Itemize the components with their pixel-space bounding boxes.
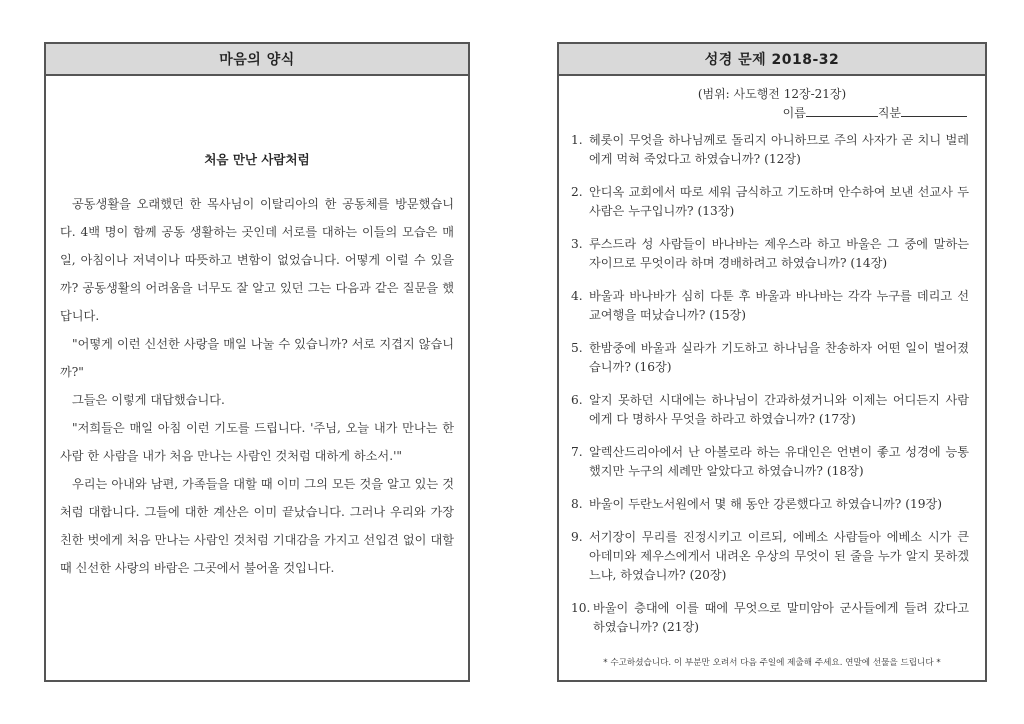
question-item (571, 599, 969, 637)
question-text: 바울이 두란노서원에서 몇 해 동안 강론했다고 하였습니까? (19장) (589, 497, 942, 511)
question-item (571, 287, 969, 325)
story-body (46, 190, 468, 582)
question-item (571, 339, 969, 377)
question-item (571, 391, 969, 429)
question-number: 1. (571, 133, 583, 147)
question-number: 10. (571, 601, 591, 615)
story-paragraph: 그들은 이렇게 대답했습니다. (72, 393, 225, 407)
duty-blank[interactable] (901, 104, 967, 117)
question-item (571, 528, 969, 585)
question-item (571, 495, 969, 514)
story-paragraph: "저희들은 매일 아침 이런 기도를 드립니다. '주님, 오늘 내가 만나는 한 사람 한 사람을 내가 처음 만나는 사람인 것처럼 대하게 하소서.'" (60, 421, 454, 463)
question-item (571, 443, 969, 481)
question-text: 루스드라 성 사람들이 바나바는 제우스라 하고 바울은 그 중에 말하는 자이므로 무엇이라 하며 경배하려고 하였습니까? (14장) (589, 237, 969, 270)
question-text: 서기장이 무리를 진정시키고 이르되, 에베소 사람들아 에베소 시가 큰 아데미와 제우스에게서 내려온 우상의 무엇이 된 줄을 누가 알지 못하겠느냐, 하였습니까? (20장) (589, 530, 969, 582)
question-number: 6. (571, 393, 583, 407)
question-item (571, 183, 969, 221)
duty-label: 직분 (877, 106, 901, 120)
question-number: 8. (571, 497, 583, 511)
story-title: 처음 만난 사람처럼 (204, 152, 310, 167)
question-number: 9. (571, 530, 583, 544)
name-label: 이름 (782, 106, 806, 120)
name-blank[interactable] (806, 104, 878, 117)
quiz-range: (범위: 사도행전 12장-21장) (697, 87, 847, 101)
question-item (571, 235, 969, 273)
question-text: 바울과 바나바가 심히 다툰 후 바울과 바나바는 각각 누구를 데리고 선교여행을 떠났습니까? (15장) (589, 289, 969, 322)
story-paragraph: 우리는 아내와 남편, 가족들을 대할 때 이미 그의 모든 것을 알고 있는 것처럼 대합니다. 그들에 대한 계산은 이미 끝났습니다. 그러나 우리와 가장 친한 벗에게 처음 만나는 사람인 것처럼 기대감을 가지고 선입견 없이 대할 때 신선한 사랑의 바람은 그곳에서 불어올 것입니다. (60, 477, 454, 575)
story-paragraph: 공동생활을 오래했던 한 목사님이 이탈리아의 한 공동체를 방문했습니다. 4백 명이 함께 공동 생활하는 곳인데 서로를 대하는 이들의 모습은 매일, 아침이나 저녁이나 따뜻하고 변함이 없었습니다. 어떻게 이럴 수 있을까? 공동생활의 어려움을 너무도 잘 알고 있던 그는 다음과 같은 질문을 했답니다. (60, 197, 454, 323)
question-number: 2. (571, 185, 583, 199)
mind-food-panel (44, 42, 470, 682)
question-item (571, 131, 969, 169)
panel-title: 마음의 양식 (46, 44, 468, 76)
name-duty-line (559, 104, 985, 121)
question-text: 바울이 층대에 이를 때에 무엇으로 말미암아 군사들에게 들려 갔다고 하였습니까? (21장) (593, 601, 969, 634)
story-paragraph: "어떻게 이런 신선한 사랑을 매일 나눌 수 있습니까? 서로 지겹지 않습니까?" (60, 337, 454, 379)
question-number: 7. (571, 445, 583, 459)
question-list (559, 131, 985, 637)
question-text: 알렉산드리아에서 난 아볼로라 하는 유대인은 언변이 좋고 성경에 능통했지만 누구의 세례만 알았다고 하였습니까? (18장) (589, 445, 969, 478)
bible-quiz-panel (557, 42, 987, 682)
question-number: 5. (571, 341, 583, 355)
question-text: 한밤중에 바울과 실라가 기도하고 하나님을 찬송하자 어떤 일이 벌어졌습니까? (16장) (589, 341, 969, 374)
question-text: 헤롯이 무엇을 하나님께로 돌리지 아니하므로 주의 사자가 곧 치니 벌레에게 먹혀 죽었다고 하였습니까? (12장) (589, 133, 969, 166)
question-number: 4. (571, 289, 583, 303)
question-number: 3. (571, 237, 583, 251)
question-text: 알지 못하던 시대에는 하나님이 간과하셨거니와 이제는 어디든지 사람에게 다 명하사 무엇을 하라고 하였습니까? (17장) (589, 393, 969, 426)
footnote: * 수고하셨습니다. 이 부분만 오려서 다음 주일에 제출해 주세요. 연말에 선물을 드립니다 * (603, 658, 941, 668)
question-text: 안디옥 교회에서 따로 세워 금식하고 기도하며 안수하여 보낸 선교사 두 사람은 누구입니까? (13장) (589, 185, 969, 218)
panel-title: 성경 문제 2018-32 (559, 44, 985, 76)
